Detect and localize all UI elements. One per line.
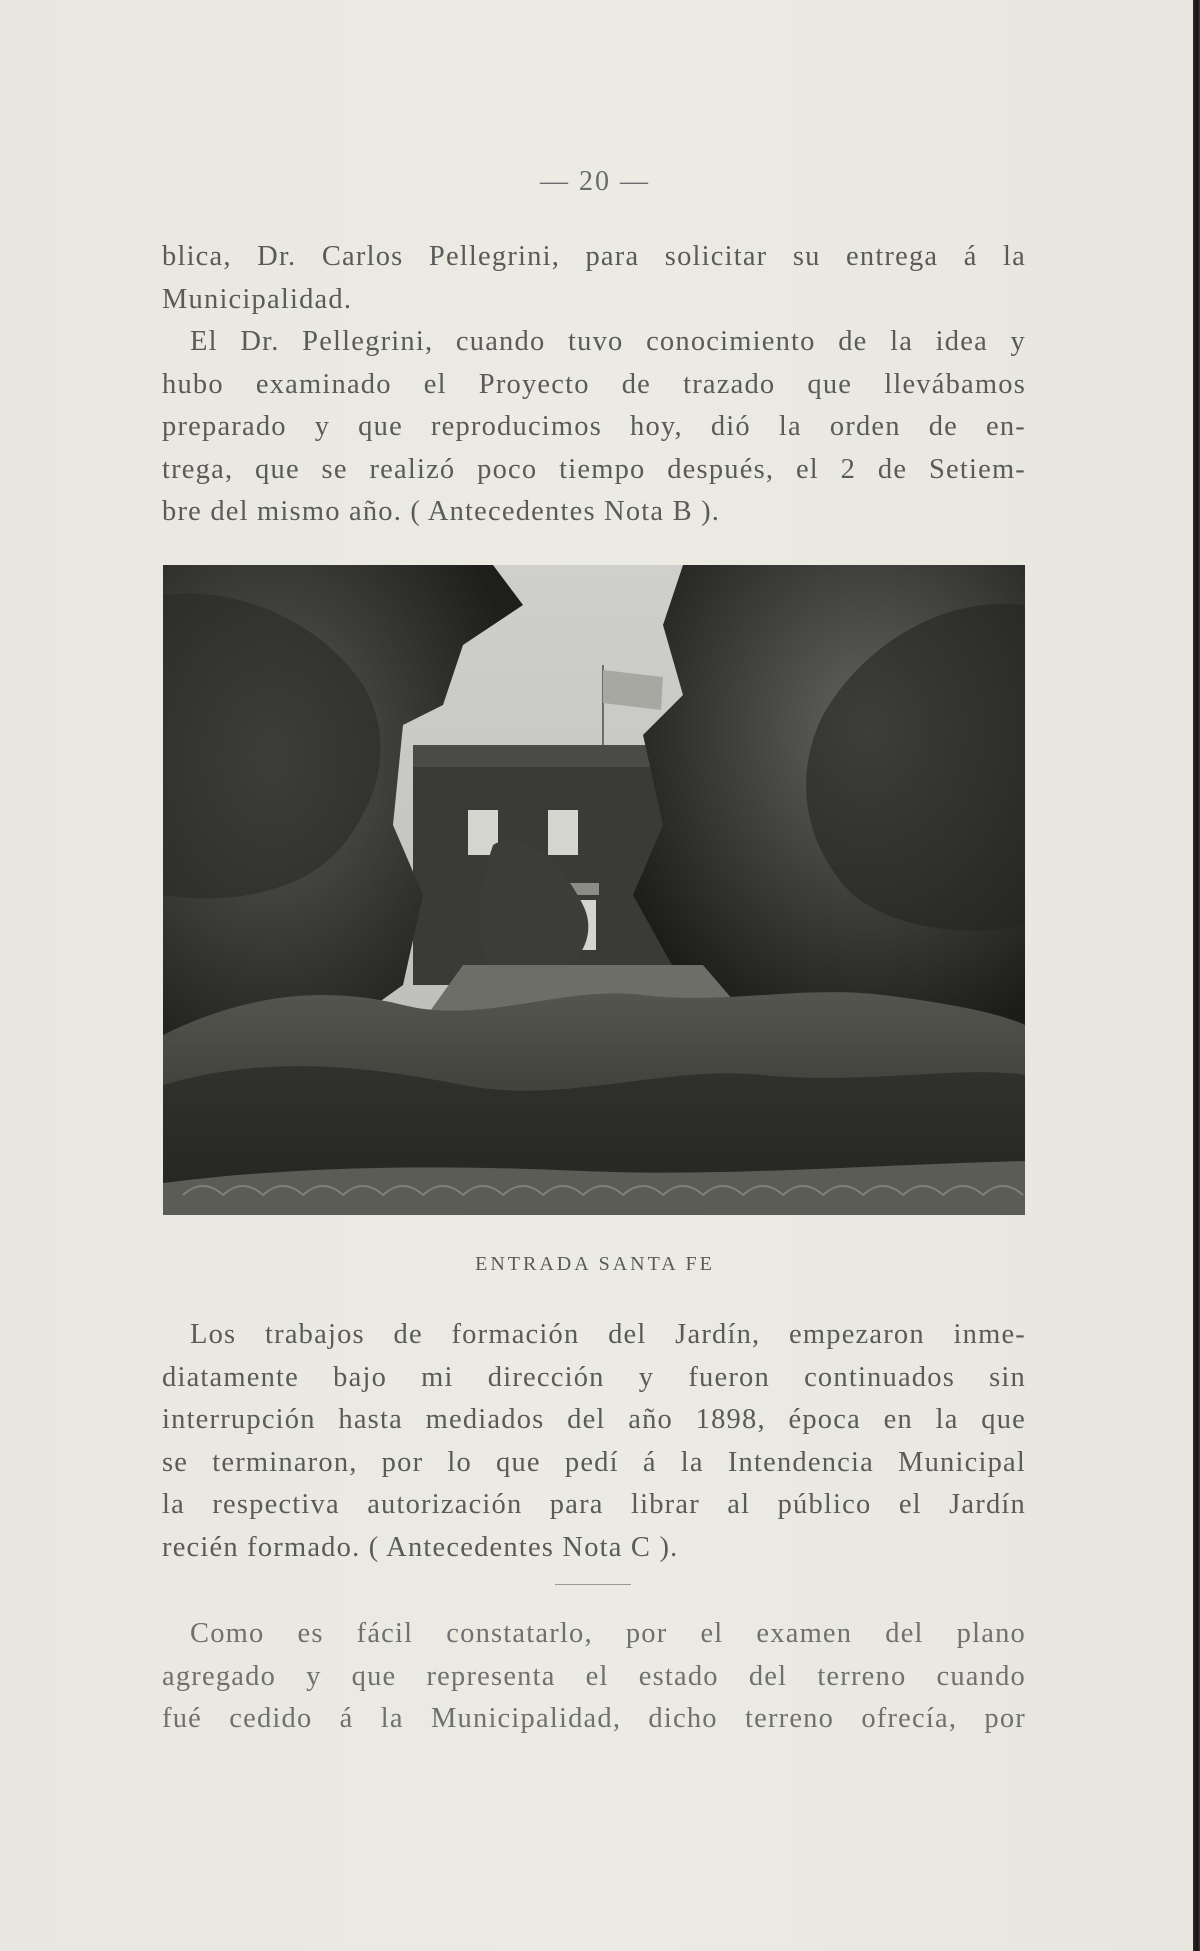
section-divider [555,1584,631,1585]
text-line: fué cedido á la Municipalidad, dicho terreno ofrecía, por [162,1703,1026,1734]
paragraph-3 [162,1613,1026,1741]
text-line: interrupción hasta mediados del año 1898, época en la que [162,1404,1026,1435]
photo-illustration [163,565,1025,1215]
paragraph-1 [162,236,1026,534]
text-line: agregado y que representa el estado del terreno cuando [162,1660,1026,1692]
text-line: blica, Dr. Carlos Pellegrini, para solicitar su entrega á la [162,241,1026,272]
text-line: diatamente bajo mi dirección y fueron continuados sin [162,1361,1026,1393]
text-line: Municipalidad. [162,283,353,315]
page-number: — 20 — [540,166,650,197]
text-line: bre del mismo año. ( Antecedentes Nota B ). [162,496,721,527]
text-line: El Dr. Pellegrini, cuando tuvo conocimiento de la idea y [190,326,1026,357]
text-line: trega, que se realizó poco tiempo después, el 2 de Setiem- [162,453,1026,485]
text-line: Los trabajos de formación del Jardín, empezaron inme- [190,1319,1026,1350]
garden-entrance-photo [163,565,1025,1215]
text-line: se terminaron, por lo que pedí á la Intendencia Municipal [162,1446,1026,1478]
book-edge-shadow [1193,0,1200,1951]
text-line: Como es fácil constatarlo, por el examen del plano [190,1618,1026,1649]
text-line: la respectiva autorización para librar al público el Jardín [162,1489,1026,1520]
text-line: preparado y que reproducimos hoy, dió la orden de en- [162,411,1026,442]
photo-caption: ENTRADA SANTA FE [475,1253,715,1275]
text-line: recién formado. ( Antecedentes Nota C ). [162,1531,679,1563]
paragraph-2 [162,1314,1026,1569]
text-line: hubo examinado el Proyecto de trazado que llevábamos [162,368,1026,400]
